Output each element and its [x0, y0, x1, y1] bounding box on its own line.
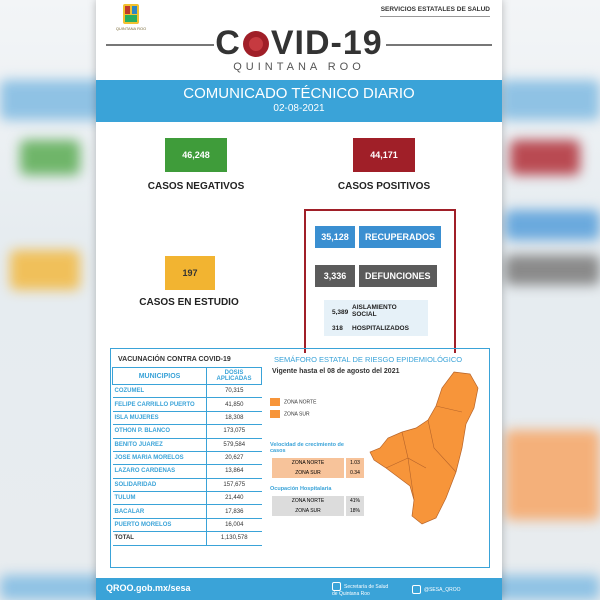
table-row [113, 385, 262, 398]
zone-cell: ZONA SUR [272, 506, 344, 516]
municipio-cell: LAZARO CARDENAS [113, 465, 207, 478]
title-letter: C [215, 24, 241, 62]
col-dosis: DOSIS APLICADAS [207, 368, 262, 385]
municipio-cell: TULUM [113, 492, 207, 505]
municipio-cell: SOLIDARIDAD [113, 478, 207, 491]
blurred-blue [505, 210, 600, 240]
semaforo-title: SEMÁFORO ESTATAL DE RIESGO EPIDEMIOLÓGICO [274, 355, 463, 364]
value-cell: 1.03 [346, 458, 364, 468]
vacunacion-table [112, 367, 262, 546]
facebook-label: Secretaría de Salud de Quintana Roo [332, 583, 389, 597]
blurred-gray [505, 255, 600, 285]
twitter-link[interactable] [412, 585, 460, 594]
recuperados-value: 35,128 [315, 226, 355, 248]
ocupacion-table [272, 496, 364, 516]
virus-icon [243, 31, 269, 57]
municipio-cell: COZUMEL [113, 385, 207, 398]
dosis-cell: 18,308 [207, 411, 262, 424]
value-cell: 18% [346, 506, 364, 516]
quintana-roo-map [366, 368, 486, 528]
velocidad-title: Velocidad de crecimiento de casos [270, 442, 344, 454]
table-row [113, 425, 262, 438]
twitter-label: @SESA_QROO [424, 586, 461, 593]
page-title [96, 24, 502, 63]
positivos-label: CASOS POSITIVOS [337, 181, 431, 192]
aislamiento-label: AISLAMIENTO SOCIAL [352, 304, 397, 318]
legend-label: ZONA SUR [284, 411, 310, 418]
dosis-cell: 1,130,578 [207, 532, 262, 545]
dosis-cell: 16,004 [207, 518, 262, 531]
negativos-label: CASOS NEGATIVOS [147, 181, 245, 192]
blurred-left-banner [0, 80, 110, 120]
dosis-cell: 579,584 [207, 438, 262, 451]
col-municipios: MUNICIPIOS [113, 368, 207, 385]
table-row [113, 492, 262, 505]
municipio-cell: BENITO JUAREZ [113, 438, 207, 451]
small-table-row [272, 506, 364, 516]
blurred-green [20, 140, 80, 175]
defunciones-label: DEFUNCIONES [359, 265, 437, 287]
dosis-cell: 70,315 [207, 385, 262, 398]
aislamiento-value: 5,389 [332, 309, 349, 316]
small-table-row [272, 468, 364, 478]
bulletin-banner [96, 80, 502, 122]
agency-name: SERVICIOS ESTATALES DE SALUD [380, 6, 490, 13]
defunciones-value: 3,336 [315, 265, 355, 287]
table-row [113, 505, 262, 518]
twitter-icon [412, 585, 421, 594]
negativos-badge: 46,248 [165, 138, 227, 172]
hospitalizados-label: HOSPITALIZADOS [352, 325, 409, 332]
municipio-cell: BACALAR [113, 505, 207, 518]
blurred-map [505, 430, 600, 520]
legend-zona-sur [270, 410, 310, 418]
dosis-cell: 173,075 [207, 425, 262, 438]
small-table-row [272, 496, 364, 506]
title-rest: VID-19 [270, 24, 383, 62]
blurred-right-banner [500, 80, 600, 120]
small-table-row [272, 458, 364, 468]
legend-swatch [270, 410, 280, 418]
vacunacion-title: VACUNACIÓN CONTRA COVID-19 [118, 356, 231, 363]
table-row [113, 438, 262, 451]
hospitalizados-value: 318 [332, 325, 343, 332]
municipio-cell: FELIPE CARRILLO PUERTO [113, 398, 207, 411]
footer-url[interactable]: QROO.gob.mx/sesa [106, 583, 191, 593]
municipio-cell: ISLA MUJERES [113, 411, 207, 424]
ocupacion-title: Ocupación Hospitalaria [270, 486, 332, 492]
zone-cell: ZONA NORTE [272, 458, 344, 468]
municipio-cell: PUERTO MORELOS [113, 518, 207, 531]
table-row [113, 411, 262, 424]
facebook-icon [332, 582, 341, 591]
logo-text: QUINTANA ROO [115, 26, 147, 31]
dosis-cell: 157,675 [207, 478, 262, 491]
banner-title: COMUNICADO TÉCNICO DIARIO [183, 85, 415, 102]
covid-bulletin [96, 0, 502, 600]
zone-cell: ZONA SUR [272, 468, 344, 478]
dosis-cell: 13,864 [207, 465, 262, 478]
legend-zona-norte [270, 398, 316, 406]
table-row [113, 398, 262, 411]
title-text [215, 24, 382, 62]
zone-cell: ZONA NORTE [272, 496, 344, 506]
dosis-cell: 17,836 [207, 505, 262, 518]
footer [96, 578, 502, 600]
semaforo-vigencia: Vigente hasta el 08 de agosto del 2021 [272, 368, 400, 375]
table-row [113, 532, 262, 545]
municipio-cell: OTHON P. BLANCO [113, 425, 207, 438]
velocidad-table [272, 458, 364, 478]
banner-date: 02-08-2021 [273, 103, 325, 114]
dosis-cell: 41,850 [207, 398, 262, 411]
estudio-label: CASOS EN ESTUDIO [139, 297, 239, 308]
estudio-badge: 197 [165, 256, 215, 290]
table-row [113, 451, 262, 464]
dosis-cell: 21,440 [207, 492, 262, 505]
municipio-cell: TOTAL [113, 532, 207, 545]
recuperados-label: RECUPERADOS [359, 226, 441, 248]
blurred-red [510, 140, 580, 175]
facebook-link[interactable] [332, 582, 392, 597]
value-cell: 0.34 [346, 468, 364, 478]
aislamiento-hospitalizados [324, 300, 428, 336]
legend-label: ZONA NORTE [284, 399, 317, 406]
blurred-yellow [10, 250, 80, 290]
table-row [113, 518, 262, 531]
table-row [113, 465, 262, 478]
page-subtitle: QUINTANA ROO [233, 61, 365, 73]
positivos-badge: 44,171 [353, 138, 415, 172]
value-cell: 41% [346, 496, 364, 506]
divider [380, 16, 490, 17]
dosis-cell: 20,627 [207, 451, 262, 464]
legend-swatch [270, 398, 280, 406]
municipio-cell: JOSE MARIA MORELOS [113, 451, 207, 464]
table-row [113, 478, 262, 491]
